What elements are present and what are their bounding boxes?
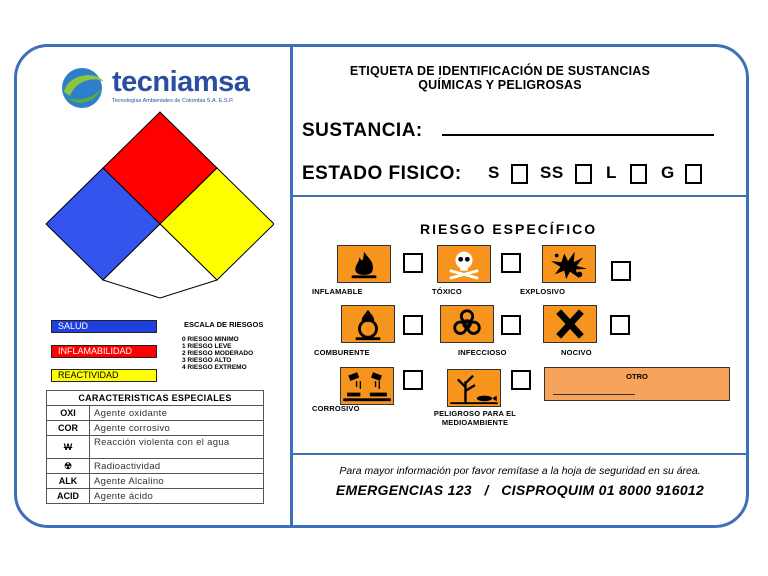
legend-salud: SALUD bbox=[51, 320, 157, 333]
horizontal-divider-bottom bbox=[292, 453, 747, 455]
code-cell: OXI bbox=[47, 406, 90, 421]
cross-icon bbox=[543, 305, 597, 343]
cisproquim-number: CISPROQUIM 01 8000 916012 bbox=[501, 482, 705, 498]
estado-option-s: S bbox=[488, 163, 500, 182]
escala-item: 2 RIESGO MODERADO bbox=[182, 350, 254, 357]
label-title bbox=[300, 64, 700, 92]
horizontal-divider-top bbox=[292, 195, 747, 197]
nfpa-diamond bbox=[44, 110, 274, 300]
escala-item: 0 RIESGO MINIMO bbox=[182, 336, 239, 343]
footer-emergency-line bbox=[300, 482, 740, 498]
biohazard-icon bbox=[440, 305, 494, 343]
infeccioso-checkbox[interactable] bbox=[501, 315, 521, 335]
escala-item: 4 RIESGO EXTREMO bbox=[182, 364, 247, 371]
corrosivo-checkbox[interactable] bbox=[403, 370, 423, 390]
nocivo-checkbox[interactable] bbox=[610, 315, 630, 335]
caracteristicas-table bbox=[46, 390, 264, 504]
desc-cell: Agente corrosivo bbox=[90, 421, 264, 436]
estado-s-checkbox[interactable] bbox=[511, 164, 528, 184]
estado-option-l: L bbox=[606, 163, 617, 182]
logo-globe-icon bbox=[56, 62, 108, 114]
code-cell: ALK bbox=[47, 474, 90, 489]
radiation-icon: ☢ bbox=[47, 459, 90, 474]
skull-icon bbox=[437, 245, 491, 283]
estado-option-g: G bbox=[661, 163, 675, 182]
logo-subtitle: Tecnologías Ambientales de Colombia S.A. E.S.P. bbox=[112, 98, 234, 104]
table-row bbox=[47, 459, 264, 474]
table-row bbox=[47, 489, 264, 504]
title-line-1: ETIQUETA DE IDENTIFICACIÓN DE SUSTANCIAS bbox=[349, 64, 651, 78]
escala-item: 3 RIESGO ALTO bbox=[182, 357, 232, 364]
legend-reactividad: REACTIVIDAD bbox=[51, 369, 157, 382]
explosion-icon bbox=[542, 245, 596, 283]
sustancia-label: SUSTANCIA: bbox=[302, 120, 423, 141]
code-cell: ACID bbox=[47, 489, 90, 504]
desc-cell: Reacción violenta con el agua bbox=[90, 436, 264, 459]
estado-l-checkbox[interactable] bbox=[630, 164, 647, 184]
desc-cell: Agente Alcalino bbox=[90, 474, 264, 489]
table-row bbox=[47, 406, 264, 421]
estado-ss-checkbox[interactable] bbox=[575, 164, 592, 184]
water-reactive-icon: W bbox=[47, 436, 90, 459]
emergencias-number: EMERGENCIAS 123 bbox=[335, 482, 472, 498]
toxico-label: TÓXICO bbox=[432, 287, 462, 296]
explosivo-checkbox[interactable] bbox=[611, 261, 631, 281]
code-cell: COR bbox=[47, 421, 90, 436]
footer-info: Para mayor información por favor remítase a la hoja de seguridad en su área. bbox=[339, 465, 701, 477]
flame-over-circle-icon bbox=[341, 305, 395, 343]
estado-label: ESTADO FISICO: bbox=[302, 163, 462, 184]
medioambiente-label: PELIGROSO PARA EL MEDIOAMBIENTE bbox=[433, 409, 517, 427]
title-line-2: QUÍMICAS Y PELIGROSAS bbox=[418, 78, 582, 92]
company-logo bbox=[56, 62, 266, 114]
legend-inflamabilidad: INFLAMABILIDAD bbox=[51, 345, 157, 358]
corrosion-icon bbox=[340, 367, 394, 405]
corrosivo-label: CORROSIVO bbox=[312, 404, 360, 413]
otro-box[interactable] bbox=[544, 367, 730, 401]
table-row bbox=[47, 474, 264, 489]
nocivo-label: NOCIVO bbox=[561, 348, 592, 357]
estado-option-ss: SS bbox=[540, 163, 564, 182]
comburente-label: COMBURENTE bbox=[314, 348, 370, 357]
table-row bbox=[47, 436, 264, 459]
desc-cell: Agente ácido bbox=[90, 489, 264, 504]
comburente-checkbox[interactable] bbox=[403, 315, 423, 335]
inflamable-checkbox[interactable] bbox=[403, 253, 423, 273]
riesgo-title: RIESGO ESPECÍFICO bbox=[420, 221, 598, 237]
desc-cell: Radioactividad bbox=[90, 459, 264, 474]
infeccioso-label: INFECCIOSO bbox=[458, 348, 507, 357]
desc-cell: Agente oxidante bbox=[90, 406, 264, 421]
toxico-checkbox[interactable] bbox=[501, 253, 521, 273]
table-row bbox=[47, 421, 264, 436]
escala-title: ESCALA DE RIESGOS bbox=[184, 320, 264, 329]
otro-label: OTRO bbox=[626, 372, 648, 381]
otro-field-line bbox=[553, 394, 635, 395]
flame-icon bbox=[337, 245, 391, 283]
inflamable-label: INFLAMABLE bbox=[312, 287, 363, 296]
explosivo-label: EXPLOSIVO bbox=[520, 287, 566, 296]
sustancia-field[interactable] bbox=[442, 134, 714, 136]
logo-name: tecniamsa bbox=[112, 66, 250, 98]
medioambiente-checkbox[interactable] bbox=[511, 370, 531, 390]
estado-g-checkbox[interactable] bbox=[685, 164, 702, 184]
caracteristicas-title: CARACTERISTICAS ESPECIALES bbox=[47, 391, 264, 406]
escala-item: 1 RIESGO LEVE bbox=[182, 343, 232, 350]
separator: / bbox=[484, 482, 489, 498]
dead-tree-fish-icon bbox=[447, 369, 501, 407]
